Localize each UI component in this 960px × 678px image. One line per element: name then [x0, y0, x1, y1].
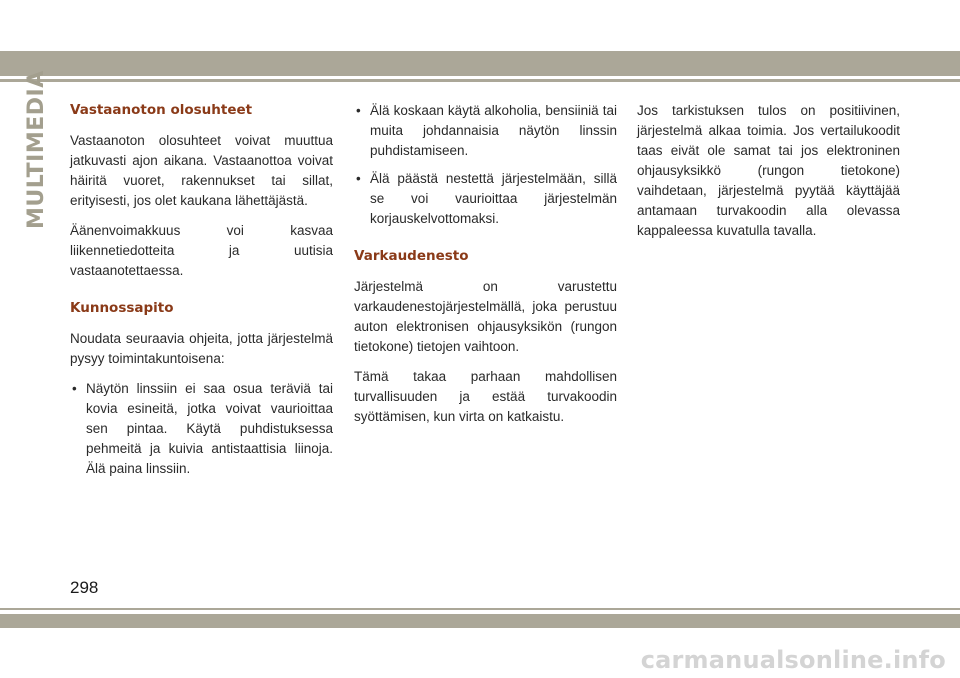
chapter-tab [23, 70, 53, 229]
footer-rule [0, 608, 960, 610]
heading-maintenance: Kunnossapito [70, 300, 174, 316]
heading-reception-conditions: Vastaanoton olosuhteet [70, 102, 253, 118]
list-item: • Älä koskaan käytä alkoholia, bensiiniä tai muita johdannaisia näytön linssin puhdistamiseen. [356, 103, 617, 158]
chapter-label: MULTIMEDIA [24, 70, 49, 229]
heading-anti-theft: Varkaudenesto [354, 248, 469, 264]
watermark-text: carmanualsonline.info [640, 646, 946, 674]
column-middle [354, 101, 617, 437]
list-item: • Älä päästä nestettä järjestelmään, sillä se voi vaurioittaa järjestelmän korjauskelvottomaksi. [356, 171, 617, 226]
page-number: 298 [70, 578, 99, 597]
bullet-icon: • [356, 103, 361, 118]
footer-band [0, 614, 960, 628]
paragraph: Järjestelmä on varustettu varkaudenestojärjestelmällä, joka perustuu auton elektronisen ohjausyksikön (rungon tietokone) tietojen vaihtoon. [354, 279, 617, 354]
paragraph: Jos tarkistuksen tulos on positiivinen, järjestelmä alkaa toimia. Jos vertailukoodit taas eivät ole samat tai jos elektroninen ohjausyksikkö (rungon tietokone) vaihdetaan, järjestelmä pyytää käyttäjää antamaan turvakoodin alla olevassa kappaleessa kuvatulla tavalla. [637, 103, 900, 238]
paragraph: Vastaanoton olosuhteet voivat muuttua jatkuvasti ajon aikana. Vastaanottoa voivat häiritä vuoret, rakennukset tai sillat, erityisesti, jos olet kaukana lähettäjästä. [70, 133, 333, 208]
header-rule [0, 79, 960, 82]
paragraph: Noudata seuraavia ohjeita, jotta järjestelmä pysyy toimintakuntoisena: [70, 331, 333, 366]
bullet-icon: • [356, 171, 361, 186]
bullet-list [354, 101, 617, 229]
list-item: • Näytön linssiin ei saa osua teräviä tai kovia esineitä, jotka voivat vaurioittaa sen pintaa. Käytä puhdistuksessa pehmeitä ja kuivia antistaattisia liinoja. Älä paina linssiin. [72, 381, 333, 476]
column-left [70, 101, 333, 489]
bullet-icon: • [72, 381, 77, 396]
paragraph: Äänenvoimakkuus voi kasvaa liikennetiedotteita ja uutisia vastaanotettaessa. [70, 223, 333, 278]
paragraph: Tämä takaa parhaan mahdollisen turvallisuuden ja estää turvakoodin syöttämisen, kun virta on katkaistu. [354, 369, 617, 424]
header-band [0, 51, 960, 76]
column-right [637, 101, 900, 251]
bullet-list [70, 379, 333, 479]
